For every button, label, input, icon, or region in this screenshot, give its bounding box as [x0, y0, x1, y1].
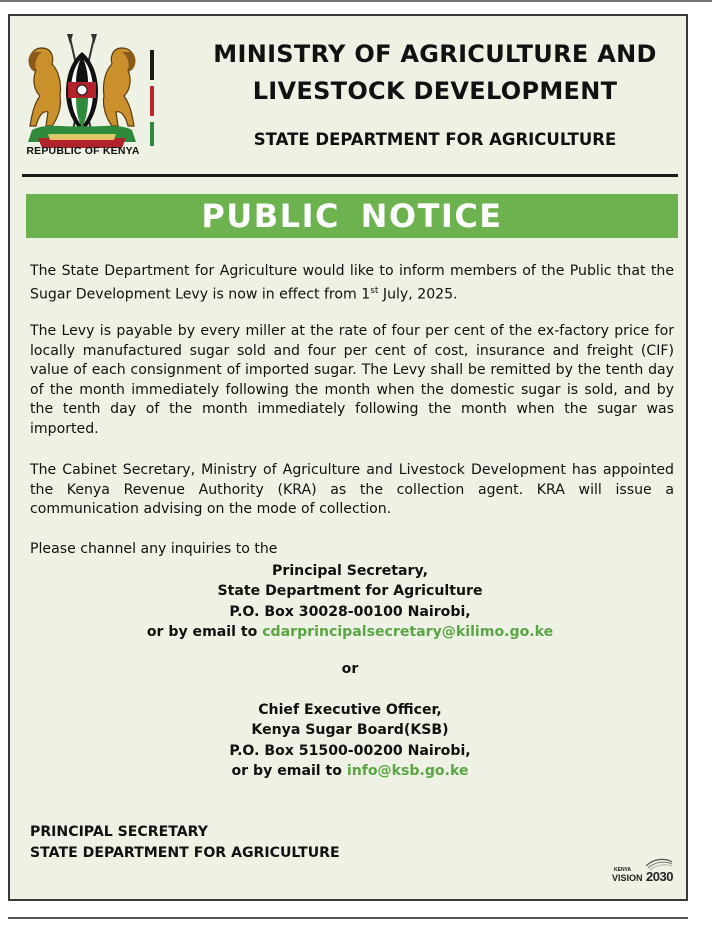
inquiry-lead: Please channel any inquiries to the	[30, 541, 278, 557]
contact-kenya-sugar-board	[30, 700, 670, 781]
email-link[interactable]: cdarprincipalsecretary@kilimo.go.ke	[262, 623, 554, 640]
top-rule	[0, 0, 712, 2]
kenya-coat-of-arms-icon	[18, 30, 146, 162]
contact-line: P.O. Box 30028-00100 Nairobi,	[229, 603, 471, 620]
contact-line: State Department for Agriculture	[217, 583, 483, 600]
paragraph1-main: The State Department for Agriculture would like to inform members of the Public that the Sugar Development Levy is now in effect from 1	[30, 263, 674, 303]
contact-line: Chief Executive Officer,	[258, 702, 442, 718]
contact-line: Kenya Sugar Board(KSB)	[251, 722, 449, 739]
vision-logo-country: KENYA	[614, 867, 632, 873]
signoff	[30, 822, 340, 864]
bottom-margin	[0, 901, 712, 928]
public-notice-banner: PUBLIC NOTICE	[26, 194, 678, 238]
contact-line: P.O. Box 51500-00200 Nairobi,	[229, 742, 471, 759]
paragraph-levy-rate: The Levy is payable by every miller at the rate of four per cent of the ex-factory price for locally manufactured sugar sold and four per cent of cost, insurance and freight (CIF) value of each consignment of imported sugar. The Levy shall be remitted by the tenth day of the month immediately following the month when the domestic sugar is sold, and by the tenth day of the month immediately following the month when the sugar was imported.	[30, 323, 674, 437]
or-separator: or	[341, 661, 359, 677]
header-divider	[22, 174, 678, 177]
department-title: STATE DEPARTMENT FOR AGRICULTURE	[253, 130, 617, 149]
ministry-title	[185, 36, 685, 110]
vision-logo-year: 2030	[646, 869, 673, 884]
contact-line: Principal Secretary,	[272, 563, 428, 579]
paragraph1-end: July, 2025.	[378, 286, 458, 303]
email-prefix: or by email to	[231, 762, 347, 779]
coat-of-arms-caption: REPUBLIC OF KENYA	[26, 145, 140, 157]
paragraph1-superscript: st	[370, 285, 379, 296]
paragraph-collection-agent: The Cabinet Secretary, Ministry of Agriculture and Livestock Development has appointed the Kenya Revenue Authority (KRA) as the collection agent. KRA will issue a communication advising on the mode of collection.	[30, 462, 674, 518]
signoff-title: PRINCIPAL SECRETARY	[30, 824, 208, 840]
vision-logo-word: VISION	[612, 873, 643, 883]
email-prefix: or by email to	[146, 623, 263, 640]
signoff-department: STATE DEPARTMENT FOR AGRICULTURE	[30, 845, 340, 861]
email-link[interactable]: info@ksb.go.ke	[346, 762, 469, 779]
contact-principal-secretary	[30, 561, 670, 642]
ministry-title-line2: LIVESTOCK DEVELOPMENT	[252, 77, 618, 105]
paragraph-levy-effective	[30, 262, 674, 305]
ministry-title-line1: MINISTRY OF AGRICULTURE AND	[213, 40, 657, 68]
contact-email-line	[30, 761, 670, 781]
bottom-rule	[8, 917, 688, 919]
contact-email-line	[30, 622, 670, 642]
kenya-flag-bars	[149, 50, 156, 146]
